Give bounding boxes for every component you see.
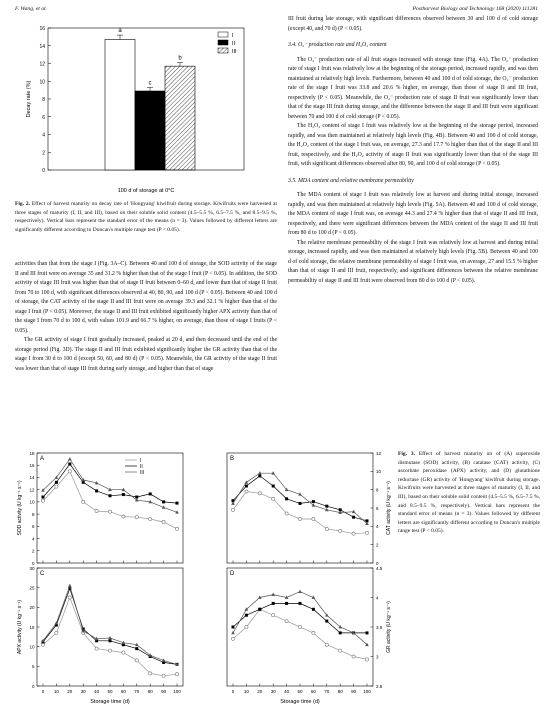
- data-point-I: [122, 515, 125, 518]
- y-tick-label: 4.5: [376, 565, 383, 571]
- y-axis-label: SOD activity (U kg⁻¹ s⁻¹): [17, 480, 23, 536]
- x-tick-label: 80: [337, 689, 343, 694]
- legend-swatch-III: [218, 48, 228, 53]
- data-point-I: [365, 531, 368, 534]
- data-point-II: [122, 493, 125, 496]
- data-point-II: [258, 608, 261, 611]
- significance-letter: b: [178, 55, 182, 62]
- figure-3-panel-b-cat: [205, 449, 395, 567]
- data-point-I: [95, 509, 98, 512]
- x-tick-label: 60: [120, 689, 126, 694]
- y-axis-label: CAT activity (U kg⁻¹ s⁻¹): [386, 481, 392, 535]
- data-point-II: [109, 639, 112, 642]
- data-point-II: [285, 602, 288, 605]
- figure-3-label: Fig. 3.: [398, 451, 415, 457]
- data-point-I: [245, 625, 248, 628]
- x-tick-label: 60: [310, 689, 316, 694]
- series-line-I: [43, 471, 177, 529]
- y-tick-label: 2: [31, 548, 35, 554]
- legend-label-III: III: [140, 469, 145, 476]
- data-point-I: [175, 527, 178, 530]
- x-axis-label: Storage time (d): [90, 699, 130, 705]
- figure-2-label: Fig. 2.: [15, 201, 30, 207]
- x-tick-label: 40: [94, 689, 100, 694]
- y-tick-label: 14: [39, 43, 45, 50]
- x-tick-label: 20: [257, 689, 263, 694]
- data-point-I: [68, 470, 71, 473]
- data-point-I: [325, 643, 328, 646]
- data-point-II: [312, 608, 315, 611]
- y-tick-label: 2.5: [376, 683, 383, 689]
- panel-label: A: [40, 456, 45, 462]
- data-point-II: [299, 502, 302, 505]
- y-tick-label: 6: [31, 524, 35, 530]
- series-line-I: [233, 492, 367, 534]
- data-point-I: [135, 516, 138, 519]
- bar-I: [105, 40, 135, 170]
- y-tick-label: 8: [42, 97, 45, 103]
- data-point-I: [352, 655, 355, 658]
- section-heading-3-5: 3.5. MDA content and relative membrane permeability: [288, 177, 414, 184]
- right-text-column: [288, 15, 538, 286]
- data-point-I: [285, 620, 288, 623]
- data-point-II: [162, 500, 165, 503]
- running-header-journal: Postharvest Biology and Technology 168 (2020) 111281: [412, 6, 538, 12]
- series-line-III: [43, 459, 177, 512]
- data-point-I: [41, 643, 44, 646]
- paragraph: The MDA content of stage I fruit was relatively low at harvest and during initial storage, increased rapidly, and was then maintained at relatively high levels (Fig. 5A). Between 40 and 100 d of cold storage, the MDA content of stage I fruit was, on average 44.3 and 27.4 % higher than that of stage II and III fruit, respectively, and there were significant differences between the MDA content of the stage II and III fruit from 80 d to 100 d (P < 0.05).: [288, 192, 538, 236]
- y-tick-label: 20: [29, 605, 35, 611]
- x-tick-label: 90: [351, 689, 357, 694]
- data-point-II: [325, 505, 328, 508]
- data-point-I: [231, 508, 234, 511]
- paragraph: III fruit during late storage, with significant differences observed between 30 and 100 d of cold storage (except 40, and 70 d) (P < 0.05).: [288, 16, 538, 32]
- series-line-II: [233, 476, 367, 521]
- data-point-III: [352, 510, 356, 513]
- x-tick-label: 40: [284, 689, 290, 694]
- paragraph: The relative membrane permeability of the stage I fruit was relatively low at harvest and during initial storage, increased rapidly, and was then maintained at relatively high levels (Fig. 5B). Between 40 and 100 d of cold storage, the relative membrane permeability of stage I fruit was, on average, 27 and 15.5 % higher than that of stage II and III fruit, respectively, and significant differences between the relative membrane permeability of stage II and III fruit were observed from 80 d to 100 d (P < 0.05).: [288, 239, 538, 284]
- x-tick-label: 70: [324, 689, 330, 694]
- series-line-II: [43, 589, 177, 665]
- legend-label-I: I: [232, 33, 234, 39]
- data-point-II: [352, 516, 355, 519]
- data-point-III: [312, 503, 316, 506]
- legend-label-II: II: [140, 463, 143, 470]
- y-tick-label: 15: [29, 624, 35, 630]
- y-tick-label: 18: [29, 450, 35, 456]
- data-point-I: [231, 637, 234, 640]
- y-tick-label: 25: [29, 585, 35, 591]
- y-tick-label: 0: [31, 683, 35, 689]
- data-point-II: [95, 489, 98, 492]
- y-tick-label: 12: [39, 61, 45, 68]
- data-point-I: [258, 492, 261, 495]
- data-point-II: [325, 620, 328, 623]
- data-point-I: [312, 631, 315, 634]
- y-tick-label: 8: [31, 511, 35, 517]
- data-point-II: [258, 474, 261, 477]
- y-tick-label: 0: [42, 168, 45, 174]
- panel-label: D: [230, 571, 235, 577]
- data-point-III: [271, 593, 275, 596]
- x-tick-label: 100: [173, 689, 181, 694]
- y-axis-label: Decay rate (%): [26, 80, 32, 118]
- data-point-II: [245, 614, 248, 617]
- data-point-II: [109, 494, 112, 497]
- x-axis-label: Storage time (d): [280, 699, 320, 705]
- y-tick-label: 16: [29, 463, 35, 469]
- y-tick-label: 0: [31, 560, 35, 566]
- paragraph: activities than that from the stage I (Fig. 3A–C). Between 40 and 100 d of storage, the SOD activity of the stage II and III fruit were on average 35 and 31.2 % higher than that of the stage I fruit (P < 0.05). In addition, the SOD activity of stage III fruit was higher than that of stage II fruit between 0–60 d, and lower than that of stage II fruit from 70 to 100 d, with significant differences observed at 40, 80, 90, and 100 d (P < 0.05). Between 40 and 100 d of storage, the CAT activity of the stage II and III fruit were on average 39.3 and 32.1 % higher than that of the stage I fruit (P < 0.05). Moreover, the stage II and III fruit exhibited significantly higher APX activity than that of the stage I from 70 d to 100 d, with values 101.9 and 66.7 % higher, on average, than those of stage I fruits (P < 0.05).: [15, 261, 277, 334]
- left-text-column: [15, 260, 277, 374]
- data-point-I: [68, 596, 71, 599]
- data-point-III: [68, 457, 72, 460]
- x-tick-label: 30: [80, 689, 86, 694]
- x-tick-label: 10: [53, 689, 59, 694]
- y-tick-label: 10: [39, 79, 45, 86]
- data-point-I: [149, 672, 152, 675]
- data-point-II: [135, 496, 138, 499]
- y-tick-label: 10: [29, 499, 35, 505]
- data-point-I: [122, 651, 125, 654]
- y-tick-label: 6: [376, 505, 379, 511]
- x-tick-label: 20: [67, 689, 73, 694]
- data-point-I: [162, 674, 165, 677]
- y-tick-label: 4: [376, 595, 379, 601]
- data-point-III: [298, 590, 302, 593]
- data-point-I: [162, 520, 165, 523]
- y-tick-label: 12: [29, 487, 35, 493]
- y-tick-label: 3.5: [376, 624, 383, 630]
- legend-label-I: I: [140, 457, 142, 464]
- y-tick-label: 4: [42, 132, 45, 139]
- running-header-authors: F. Wang, et al.: [15, 6, 48, 12]
- y-tick-label: 4: [376, 524, 379, 530]
- bar-II: [135, 91, 165, 170]
- data-point-II: [135, 647, 138, 650]
- x-tick-label: 0: [41, 689, 45, 694]
- data-point-I: [175, 673, 178, 676]
- paragraph: The O₂⁻ production rate of all fruit stages increased with storage time (Fig. 4A). The O₂⁻ production rate of stage I fruit was relatively low at the beginning of the storage period, increased rapidly, and was then maintained at relatively high levels. Furthermore, between 40 and 100 d of cold storage, the O₂⁻ production rate of the stage I fruit was 33.8 and 20.6 % higher, on average, than those of stage II and III fruit, respectively (P < 0.05). Meanwhile, the O₂⁻ production rate of stage II fruit was significantly lower than that of the stage III fruit during storage, and the difference between the stage II and III fruit were significant between 70 and 100 d of cold storage (P < 0.05).: [288, 56, 538, 120]
- x-tick-label: 0: [231, 689, 235, 694]
- data-point-II: [68, 463, 71, 466]
- y-tick-label: 14: [29, 475, 35, 481]
- x-tick-label: 10: [243, 689, 249, 694]
- significance-letter: c: [148, 80, 152, 87]
- data-point-II: [55, 481, 58, 484]
- data-point-II: [245, 485, 248, 488]
- y-tick-label: 30: [29, 565, 35, 571]
- y-tick-label: 12: [376, 450, 382, 456]
- y-tick-label: 16: [39, 26, 45, 32]
- data-point-III: [108, 636, 112, 639]
- data-point-II: [42, 496, 45, 499]
- data-point-II: [366, 631, 369, 634]
- data-point-III: [68, 584, 72, 587]
- data-point-III: [245, 480, 249, 483]
- data-point-III: [231, 631, 235, 634]
- data-point-I: [325, 527, 328, 530]
- significance-letter: a: [118, 28, 122, 35]
- y-axis-label: GR activity (U kg⁻¹ s⁻¹): [386, 601, 392, 653]
- bar-III: [165, 66, 195, 170]
- data-point-I: [285, 512, 288, 515]
- data-point-II: [299, 602, 302, 605]
- series-line-I: [233, 609, 367, 659]
- x-tick-label: 70: [134, 689, 140, 694]
- x-tick-label: 50: [297, 689, 303, 694]
- x-tick-label: 90: [161, 689, 167, 694]
- data-point-I: [298, 517, 301, 520]
- y-tick-label: 0: [376, 560, 379, 566]
- figure-3-caption-text: Effect of harvest maturity on of (A) superoxide dismutase (SOD) activity, (B) catalase (CAT) activity, (C) ascorbate peroxidase (APX) activity, and (D) glutathione reductase (GR) activity of 'Hongyang' kiwifruit during storage. Kiwifruits were harvested at three stages of maturity (I, II, and III), based on their soluble solid content (4.5–5.5 %, 6.5–7.5 %, and 8.5–9.5 %, respectively). Vertical bars represent the standard error of means (n = 3). Values followed by different letters are significantly different according to Duncan's multiple range test (P < 0.05).: [398, 451, 540, 535]
- data-point-I: [55, 631, 58, 634]
- data-point-I: [339, 649, 342, 652]
- data-point-I: [298, 625, 301, 628]
- data-point-II: [339, 631, 342, 634]
- data-point-III: [135, 498, 139, 501]
- data-point-I: [352, 532, 355, 535]
- data-point-I: [272, 614, 275, 617]
- data-point-I: [272, 497, 275, 500]
- paragraph: The GR activity of stage I fruit gradually increased, peaked at 20 d, and then decreased until the end of the storage period (Fig. 3D). The stage II and III fruit exhibited significantly higher the GR activity than that of the stage I from 30 d to 100 d (except 50, 60, and 80 d) (P < 0.05). Meanwhile, the GR activity of the stage II fruit was lower than that of stage III fruit during early storage, and higher than that of stage: [15, 337, 277, 372]
- figure-2-caption: [15, 200, 277, 234]
- figure-3-panel-c-apx: [15, 564, 205, 714]
- y-tick-label: 3: [376, 654, 379, 660]
- x-axis-label: 100 d of storage at 0°C: [117, 188, 175, 194]
- data-point-I: [312, 517, 315, 520]
- y-tick-label: 4: [31, 536, 35, 542]
- plot-frame: [37, 453, 183, 563]
- data-point-II: [272, 602, 275, 605]
- legend-label-III: III: [232, 49, 237, 55]
- data-point-II: [149, 492, 152, 495]
- data-point-I: [245, 490, 248, 493]
- figure-3-caption: [398, 450, 540, 536]
- figure-2-caption-text: Effect of harvest maturity on decay rate of 'Hongyang' kiwifruit during storage. Kiwifruits were harvested at three stages of maturity (I, II, and III), based on their soluble solid content (4.5–5.5 %, 6.5–7.5 %, and 8.5–9.5 %, respectively). Vertical bars represent the standard error of the means (n = 3). Values followed by different letters are significantly different according to Duncan's multiple range test (P < 0.05).: [15, 201, 277, 233]
- series-line-III: [43, 586, 177, 665]
- data-point-II: [176, 502, 179, 505]
- data-point-I: [82, 500, 85, 503]
- y-tick-label: 6: [42, 114, 45, 121]
- x-tick-label: 80: [147, 689, 153, 694]
- data-point-I: [55, 485, 58, 488]
- panel-label: C: [40, 571, 45, 577]
- legend-label-II: II: [232, 41, 236, 47]
- y-tick-label: 5: [31, 664, 35, 670]
- panel-label: B: [230, 456, 235, 462]
- paragraph: The H₂O₂ content of stage I fruit was relatively low at the beginning of the storage period, increased rapidly, and was then maintained at relatively high levels (Fig. 4B). Between 40 and 100 d of cold storage, the H₂O₂ content of the stage I fruit was, on average, 27.3 and 17.7 % higher than that of the stage II and III fruit, respectively, and the H₂O₂ activity of stage II fruit was significantly lower than that of the stage III fruit, with significant differences observed after 80, 90, and 100 d of cold storage (P < 0.05).: [288, 123, 538, 167]
- section-heading-3-4: 3.4. O₂⁻ production rate and H₂O₂ content: [288, 42, 387, 48]
- figure-3-panel-a-sod: [15, 449, 205, 567]
- y-tick-label: 10: [376, 469, 382, 475]
- figure-3-panel-d-gr: [205, 564, 395, 714]
- y-tick-label: 2: [376, 542, 379, 548]
- x-tick-label: 100: [363, 689, 371, 694]
- data-point-I: [108, 510, 111, 513]
- data-point-II: [272, 485, 275, 488]
- data-point-I: [149, 517, 152, 520]
- data-point-I: [108, 649, 111, 652]
- data-point-I: [135, 659, 138, 662]
- plot-frame: [227, 453, 373, 563]
- data-point-II: [312, 500, 315, 503]
- x-tick-label: 50: [107, 689, 113, 694]
- data-point-I: [365, 658, 368, 661]
- y-tick-label: 2: [42, 150, 45, 157]
- data-point-I: [41, 499, 44, 502]
- y-axis-label: APX activity (U kg⁻¹ s⁻¹): [17, 599, 23, 655]
- x-tick-label: 30: [270, 689, 276, 694]
- data-point-I: [95, 647, 98, 650]
- data-point-II: [285, 497, 288, 500]
- y-tick-label: 8: [376, 487, 379, 493]
- data-point-I: [339, 529, 342, 532]
- figure-2-decay-rate-chart: [22, 20, 270, 202]
- data-point-II: [232, 626, 235, 629]
- legend-swatch-II: [218, 40, 228, 45]
- y-tick-label: 10: [29, 644, 35, 650]
- legend-swatch-I: [218, 32, 228, 37]
